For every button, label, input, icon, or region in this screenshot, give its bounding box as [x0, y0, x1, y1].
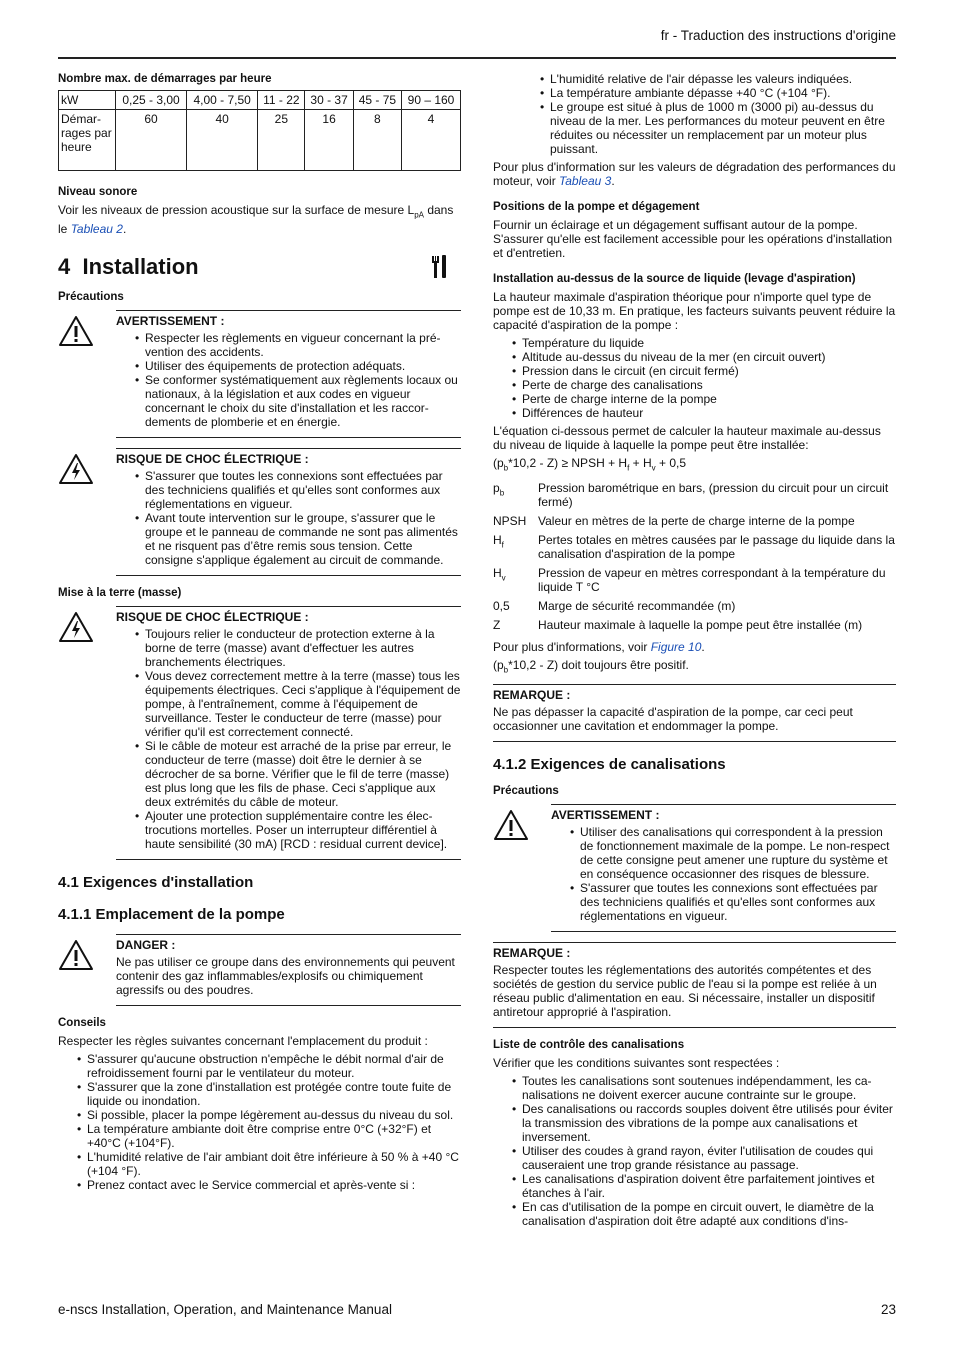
list-item: • Perte de charge des canalisations	[493, 378, 896, 392]
precautions-heading: Précautions	[58, 291, 124, 304]
table-cell: 25	[258, 110, 305, 171]
definition-item: Z Hauteur maximale à laquelle la pompe peut être installée (m)	[493, 618, 863, 633]
note-text: Respecter toutes les réglementations des autorités compétentes et des sociétés de gestion du service public de l'eau si la pompe est reliée à un réseau public d'alimentation en eau. Si nécessaire, installer un dispositif antiretour approprié à l'aspiration.	[493, 962, 877, 1019]
pump-position-text: Fournir un éclairage et un dégagement suffisant autour de la pompe. S'assurer qu'elle est facilement accessible pour les opérations d'installation et d'entretien.	[493, 218, 893, 260]
table-cell: 4	[402, 110, 461, 171]
list-item: • Des canalisations ou raccords souples doivent être utilisés pour éviter la transmission des vibrations de la pompe aux canalisations et inversement.	[493, 1102, 896, 1144]
list-item: • S'assurer que toutes les connexions sont effectuées par des techniciens qualifiés et qu'elles sont conformes aux réglementations en vigueur.	[116, 469, 461, 511]
table-cell: 90 – 160	[402, 91, 461, 110]
danger-box	[116, 934, 461, 1006]
list-item: • Utiliser des équipements de protection adéquats.	[116, 359, 461, 373]
table-cell: 0,25 - 3,00	[116, 91, 187, 110]
list-item: • S'assurer que toutes les connexions sont effectuées par des techniciens qualifiés et qu'elles sont conformes aux réglementations en vigueur.	[551, 881, 896, 923]
chapter-heading	[58, 254, 461, 280]
warning-title: RISQUE DE CHOC ÉLECTRIQUE :	[116, 452, 309, 467]
list-item: • Température du liquide	[493, 336, 896, 350]
list-item: • S'assurer que la zone d'installation est protégée contre toute fuite de liquide ou inondation.	[58, 1080, 461, 1108]
chapter-title: Installation	[82, 254, 199, 280]
table-cell: 30 - 37	[305, 91, 353, 110]
table-cell: 45 - 75	[353, 91, 401, 110]
noise-heading: Niveau sonore	[58, 186, 138, 198]
list-item: • Toutes les canalisations sont soutenues indépendamment, les canalisations ne doivent exercer aucune contrainte sur le groupe.	[493, 1074, 896, 1102]
list-item: • La température ambiante dépasse +40 °C (+104 °F).	[521, 86, 896, 100]
list-item: • L'humidité relative de l'air ambiant doit être inférieure à 50 % à +40 °C (+104 °F).	[58, 1150, 461, 1178]
definition-list	[493, 481, 896, 632]
tips-intro: Respecter les règles suivantes concernant l'emplacement du produit :	[58, 1034, 428, 1049]
contact-conditions-list	[521, 72, 896, 156]
note-text: Ne pas dépasser la capacité d'aspiration de la pompe, car ceci peut occasionner une cavitation et endommager la pompe.	[493, 704, 853, 733]
list-item: • En cas d'utilisation de la pompe en circuit ouvert, le diamètre de la canalisation d'aspiration doit être adapté aux conditions d'ins-	[493, 1200, 896, 1228]
warning-triangle-icon	[58, 939, 94, 971]
warning-list	[116, 331, 461, 429]
list-item: • Toujours relier le conducteur de protection externe à la borne de terre (masse) avant d'effectuer les autres branchements électriques.	[116, 627, 461, 669]
list-item: • Altitude au-dessus du niveau de la mer (en circuit ouvert)	[493, 350, 896, 364]
note-title: REMARQUE :	[493, 687, 571, 702]
starts-table	[58, 90, 461, 171]
table-cell: 4,00 - 7,50	[187, 91, 258, 110]
definition-item: $p_b$ Pression barométrique en bars, (pression du circuit pour un circuit fermé)	[493, 481, 889, 510]
list-item: • S'assurer qu'aucune obstruction n'empêche le débit normal d'air de refroidissement fourni par le ventilateur du moteur.	[58, 1052, 461, 1080]
left-column	[58, 72, 461, 1196]
list-item: • Utiliser des canalisations qui correspondent à la pression de fonctionnement maximale de la pompe. Le non-respect de cette consigne peut amener une rupture du système et en conséquence occasionner des risques de blessure.	[551, 825, 896, 881]
checklist-intro: Vérifier que les conditions suivantes sont respectées :	[493, 1055, 780, 1070]
definition-item: $H_f$ Pertes totales en mètres causées par le passage du liquide dans la canalisation d'aspiration de la pompe	[493, 533, 895, 562]
list-item: • Si le câble de moteur est arraché de la prise par erreur, le conducteur de terre (masse) doit être le dernier à se décrocher de sa borne. Vérifier que le fil de terre (masse) est plus long que les fils de phase. Ceci s'applique aux deux extrémités du câble de moteur.	[116, 739, 461, 809]
electric-warning-box	[116, 448, 461, 576]
table-cell: 40	[187, 110, 258, 171]
positive-condition: $(p_b*10,2 - Z)$ doit toujours être positif.	[493, 658, 689, 675]
danger-text: Ne pas utiliser ce groupe dans des environnements qui peuvent contenir des gaz inflammables/explosifs ou chimiquement agressifs ou des poudres.	[116, 955, 455, 998]
manual-title: e-nscs Installation, Operation, and Maintenance Manual	[58, 1302, 392, 1317]
warning-triangle-icon	[58, 315, 94, 347]
suction-lift-heading: Installation au-dessus de la source de liquide (levage d'aspiration)	[493, 273, 856, 285]
table-cell: kW	[59, 91, 116, 110]
checklist	[493, 1074, 896, 1228]
table-cell: 16	[305, 110, 353, 171]
precautions-heading: Précautions	[493, 784, 559, 797]
table-cell: 8	[353, 110, 401, 171]
warning-list	[551, 825, 896, 923]
list-item: • Pression dans le circuit (en circuit fermé)	[493, 364, 896, 378]
note-box	[493, 684, 896, 742]
suction-lift-text: La hauteur maximale d'aspiration théorique pour n'importe quel type de pompe est de 10,33 m. En pratique, les facteurs suivants peuvent réduire la capacité d'aspiration de la pompe :	[493, 290, 896, 332]
list-item: • L'humidité relative de l'air dépasse les valeurs indiquées.	[521, 72, 896, 86]
warning-title: AVERTISSEMENT :	[551, 807, 660, 822]
list-item: • Perte de charge interne de la pompe	[493, 392, 896, 406]
table-3-link[interactable]: Tableau 3	[559, 174, 612, 188]
warning-box	[116, 310, 461, 438]
list-item: • Si possible, placer la pompe légèrement au-dessus du niveau du sol.	[58, 1108, 461, 1122]
definition-item: NPSH Valeur en mètres de la perte de charge interne de la pompe	[493, 514, 855, 529]
warning-title: AVERTISSEMENT :	[116, 314, 225, 329]
electric-warning-box	[116, 606, 461, 860]
list-item: • Vous devez correctement mettre à la terre (masse) tous les équipements électriques. Ceci s'applique à l'équipement de pompe, à l'entraînement, comme à l'équipement de surveillance. Tester le conducteur de terre (masse) pour vérifier qu'il est correctement connecté.	[116, 669, 461, 739]
definition-item: $H_v$ Pression de vapeur en mètres correspondant à la température du liquide T °C	[493, 566, 886, 595]
section-4-1-1-heading: 4.1.1 Emplacement de la pompe	[58, 906, 285, 924]
warning-list	[116, 469, 461, 567]
tips-heading: Conseils	[58, 1017, 106, 1030]
header-rule	[58, 57, 896, 59]
chapter-number: 4	[58, 254, 71, 280]
list-item: • Respecter les règlements en vigueur concernant la prévention des accidents.	[116, 331, 461, 359]
list-item: • Les canalisations d'aspiration doivent être parfaitement jointives et étanches à l'air.	[493, 1172, 896, 1200]
pump-position-heading: Positions de la pompe et dégagement	[493, 201, 700, 213]
table-cell: Démarrages par heure	[59, 110, 116, 171]
tools-icon	[429, 254, 449, 280]
right-column	[493, 72, 896, 1232]
table-cell: 11 - 22	[258, 91, 305, 110]
warning-box	[551, 804, 896, 932]
electric-shock-icon	[58, 453, 94, 485]
list-item: • Différences de hauteur	[493, 406, 896, 420]
table-row	[59, 110, 461, 171]
electric-shock-icon	[58, 611, 94, 643]
warning-list	[116, 627, 461, 851]
ground-heading: Mise à la terre (masse)	[58, 587, 182, 600]
list-item: • Le groupe est situé à plus de 1000 m (3000 pi) au-dessus du niveau de la mer. Les performances du moteur peuvent en être réduites ou nécessiter un remplacement par un moteur plus puissant.	[521, 100, 896, 156]
derating-text: Pour plus d'information sur les valeurs de dégradation des performances du moteur, voir Tableau 3.	[493, 160, 896, 188]
figure-10-link[interactable]: Figure 10	[650, 640, 702, 655]
list-item: • Se conformer systématiquement aux règlements locaux ou nationaux, à la législation et aux codes en vigueur concernant le choix du site d'installation et les raccordements de plomberie et en énergie.	[116, 373, 461, 429]
equation-intro: L'équation ci-dessous permet de calculer la hauteur maximale au-dessus du niveau de liquide à laquelle la pompe peut être installée:	[493, 424, 881, 452]
warning-title: RISQUE DE CHOC ÉLECTRIQUE :	[116, 610, 309, 625]
list-item: • Prenez contact avec le Service commercial et après-vente si :	[58, 1178, 461, 1192]
list-item: • Utiliser des coudes à grand rayon, éviter l'utilisation de coudes qui causeraient une trop grande résistance au passage.	[493, 1144, 896, 1172]
definition-item: 0,5 Marge de sécurité recommandée (m)	[493, 599, 736, 614]
tips-list	[58, 1052, 461, 1192]
running-header: fr - Traduction des instructions d'origine	[660, 28, 896, 43]
page-number: 23	[880, 1302, 896, 1317]
danger-title: DANGER :	[116, 938, 176, 953]
equation: $(p_b*10,2 - Z)$ ≥ NPSH + $H_f + H_v + 0,5$	[493, 456, 687, 473]
checklist-heading: Liste de contrôle des canalisations	[493, 1038, 685, 1051]
page-footer	[58, 1303, 896, 1317]
list-item: • Avant toute intervention sur le groupe, s'assurer que le groupe et le panneau de commande ne sont pas alimentés et ne risquent pas d’être remis sous tension. Cette consigne s'applique également au circuit de commande.	[116, 511, 461, 567]
note-title: REMARQUE :	[493, 945, 571, 960]
starts-heading: Nombre max. de démarrages par heure	[58, 73, 272, 85]
table-2-link[interactable]: Tableau 2	[70, 222, 123, 237]
note-box	[493, 942, 896, 1028]
table-row	[59, 91, 461, 110]
section-4-1-2-heading: 4.1.2 Exigences de canalisations	[493, 755, 726, 773]
table-cell: 60	[116, 110, 187, 171]
suction-factors-list	[493, 336, 896, 420]
list-item: • Ajouter une protection supplémentaire contre les électrocutions mortelles. Poser un interrupteur différentiel à haute sensibilité (30 mA) [RCD : residual current device].	[116, 809, 461, 851]
section-4-1-heading: 4.1 Exigences d'installation	[58, 874, 254, 892]
noise-text: Voir les niveaux de pression acoustique sur la surface de mesure $L_{pA}$ dans le Tableau 2.	[58, 203, 454, 237]
more-info-text: Pour plus d'informations, voir Figure 10.	[493, 640, 705, 655]
warning-triangle-icon	[493, 809, 529, 841]
list-item: • La température ambiante doit être comprise entre 0°C (+32°F) et +40°C (+104°F).	[58, 1122, 461, 1150]
